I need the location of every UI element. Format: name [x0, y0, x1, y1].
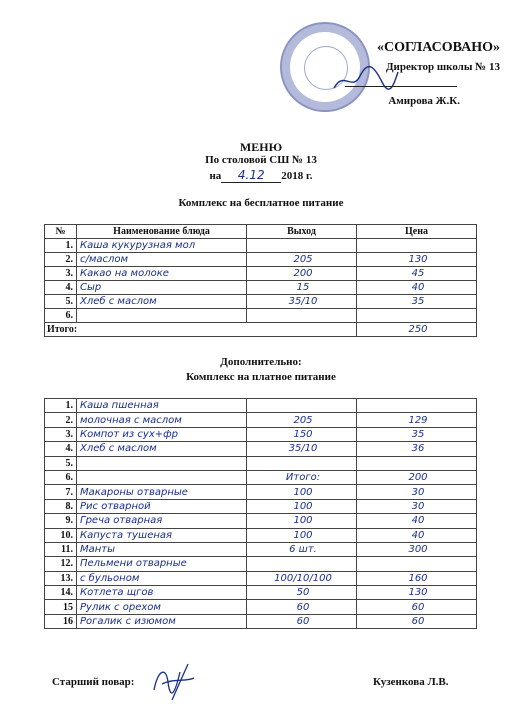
dish-price: 130: [357, 253, 477, 267]
dish-output: 6 шт.: [247, 542, 357, 556]
dish-name: [77, 470, 247, 484]
table-row: [45, 514, 477, 528]
col-number-header: №: [45, 225, 77, 239]
row-number: 4.: [45, 442, 77, 456]
table-row: [45, 600, 477, 614]
dish-name: с/маслом: [77, 253, 247, 267]
dish-name: Рулик с орехом: [77, 600, 247, 614]
dish-price: [357, 239, 477, 253]
dish-price: 30: [357, 499, 477, 513]
table-row: [45, 542, 477, 556]
dish-output: Итого:: [247, 470, 357, 484]
dish-price: 40: [357, 514, 477, 528]
row-number: 6.: [45, 470, 77, 484]
table-row: [45, 281, 477, 295]
dish-price: [357, 557, 477, 571]
table-row: [45, 239, 477, 253]
row-number: 10.: [45, 528, 77, 542]
dish-name: Греча отварная: [77, 514, 247, 528]
dish-name: Компот из сух+фр: [77, 427, 247, 441]
table-row: [45, 470, 477, 484]
additional-title: Дополнительно:: [220, 356, 302, 368]
dish-output: 100: [247, 499, 357, 513]
dish-price: 160: [357, 571, 477, 585]
dish-price: 200: [357, 470, 477, 484]
table-row: [45, 456, 477, 470]
total-label: Итого:: [45, 323, 357, 337]
row-number: 3.: [45, 427, 77, 441]
table-row: [45, 571, 477, 585]
dish-name: Какао на молоке: [77, 267, 247, 281]
dish-output: 100: [247, 485, 357, 499]
free-menu-table: [44, 224, 477, 337]
dish-price: 35: [357, 427, 477, 441]
dish-price: 60: [357, 614, 477, 628]
dish-output: [247, 399, 357, 413]
paid-menu-table: [44, 398, 477, 629]
table-row: [45, 528, 477, 542]
director-signature-line: [345, 86, 457, 87]
row-number: 1.: [45, 239, 77, 253]
col-dish-header: Наименование блюда: [77, 225, 247, 239]
approval-block: [330, 40, 500, 107]
date-suffix: 2018 г.: [281, 170, 313, 182]
dish-name: [77, 309, 247, 323]
row-number: 13.: [45, 571, 77, 585]
row-number: 3.: [45, 267, 77, 281]
dish-name: Манты: [77, 542, 247, 556]
row-number: 7.: [45, 485, 77, 499]
table-row: [45, 309, 477, 323]
table-header-row: [45, 225, 477, 239]
cook-name: Кузенкова Л.В.: [373, 676, 449, 688]
dish-name: с бульоном: [77, 571, 247, 585]
row-number: 12.: [45, 557, 77, 571]
dish-price: 30: [357, 485, 477, 499]
dish-output: 50: [247, 586, 357, 600]
date-prefix: на: [209, 170, 222, 182]
dish-output: 100: [247, 528, 357, 542]
dish-name: Хлеб с маслом: [77, 295, 247, 309]
dish-output: [247, 309, 357, 323]
approval-title: «СОГЛАСОВАНО»: [377, 40, 500, 55]
dish-output: [247, 239, 357, 253]
table-row: [45, 295, 477, 309]
table-row: [45, 586, 477, 600]
dish-output: 60: [247, 614, 357, 628]
dish-price: 40: [357, 528, 477, 542]
table-row: [45, 267, 477, 281]
dish-price: 35: [357, 295, 477, 309]
row-number: 8.: [45, 499, 77, 513]
dish-price: 60: [357, 600, 477, 614]
dish-output: 205: [247, 253, 357, 267]
dish-name: Рис отварной: [77, 499, 247, 513]
table-row: [45, 499, 477, 513]
dish-output: [247, 456, 357, 470]
row-number: 5.: [45, 295, 77, 309]
dish-name: Каша пшенная: [77, 399, 247, 413]
dish-price: [357, 399, 477, 413]
table-row: [45, 399, 477, 413]
table-row: [45, 442, 477, 456]
col-price-header: Цена: [357, 225, 477, 239]
dish-price: 300: [357, 542, 477, 556]
total-row: [45, 323, 477, 337]
dish-output: 35/10: [247, 295, 357, 309]
row-number: 6.: [45, 309, 77, 323]
row-number: 2.: [45, 413, 77, 427]
row-number: 15: [45, 600, 77, 614]
table-row: [45, 485, 477, 499]
row-number: 16: [45, 614, 77, 628]
dish-name: Хлеб с маслом: [77, 442, 247, 456]
dish-name: Пельмени отварные: [77, 557, 247, 571]
dish-output: 100/10/100: [247, 571, 357, 585]
dish-output: 15: [247, 281, 357, 295]
dish-name: Сыр: [77, 281, 247, 295]
menu-date: [0, 168, 522, 183]
row-number: 5.: [45, 456, 77, 470]
canteen-title: По столовой СШ № 13: [205, 154, 317, 166]
row-number: 1.: [45, 399, 77, 413]
dish-price: [357, 309, 477, 323]
dish-name: Макароны отварные: [77, 485, 247, 499]
table-row: [45, 614, 477, 628]
dish-output: 35/10: [247, 442, 357, 456]
row-number: 9.: [45, 514, 77, 528]
approval-name: Амирова Ж.К.: [388, 95, 460, 107]
cook-label: Старший повар:: [52, 676, 135, 688]
dish-price: 129: [357, 413, 477, 427]
dish-price: [357, 456, 477, 470]
col-output-header: Выход: [247, 225, 357, 239]
dish-price: 130: [357, 586, 477, 600]
table-row: [45, 427, 477, 441]
table-row: [45, 413, 477, 427]
approval-director: Директор школы № 13: [385, 61, 500, 73]
dish-name: молочная с маслом: [77, 413, 247, 427]
dish-output: 205: [247, 413, 357, 427]
free-section-title: Комплекс на бесплатное питание: [178, 197, 344, 209]
dish-price: 40: [357, 281, 477, 295]
dish-name: Каша кукурузная мол: [77, 239, 247, 253]
cook-signature: [148, 660, 198, 704]
total-value: 250: [357, 323, 477, 337]
row-number: 2.: [45, 253, 77, 267]
row-number: 14.: [45, 586, 77, 600]
dish-name: Капуста тушеная: [77, 528, 247, 542]
date-handwritten: 4.12: [221, 168, 281, 183]
dish-output: 100: [247, 514, 357, 528]
dish-name: Рогалик с изюмом: [77, 614, 247, 628]
dish-price: 36: [357, 442, 477, 456]
dish-output: 60: [247, 600, 357, 614]
dish-price: 45: [357, 267, 477, 281]
dish-name: [77, 456, 247, 470]
table-row: [45, 557, 477, 571]
paid-section-title: Комплекс на платное питание: [186, 371, 336, 383]
menu-title: МЕНЮ: [239, 140, 283, 154]
row-number: 11.: [45, 542, 77, 556]
dish-name: Котлета щгов: [77, 586, 247, 600]
dish-output: 150: [247, 427, 357, 441]
dish-output: [247, 557, 357, 571]
row-number: 4.: [45, 281, 77, 295]
dish-output: 200: [247, 267, 357, 281]
table-row: [45, 253, 477, 267]
